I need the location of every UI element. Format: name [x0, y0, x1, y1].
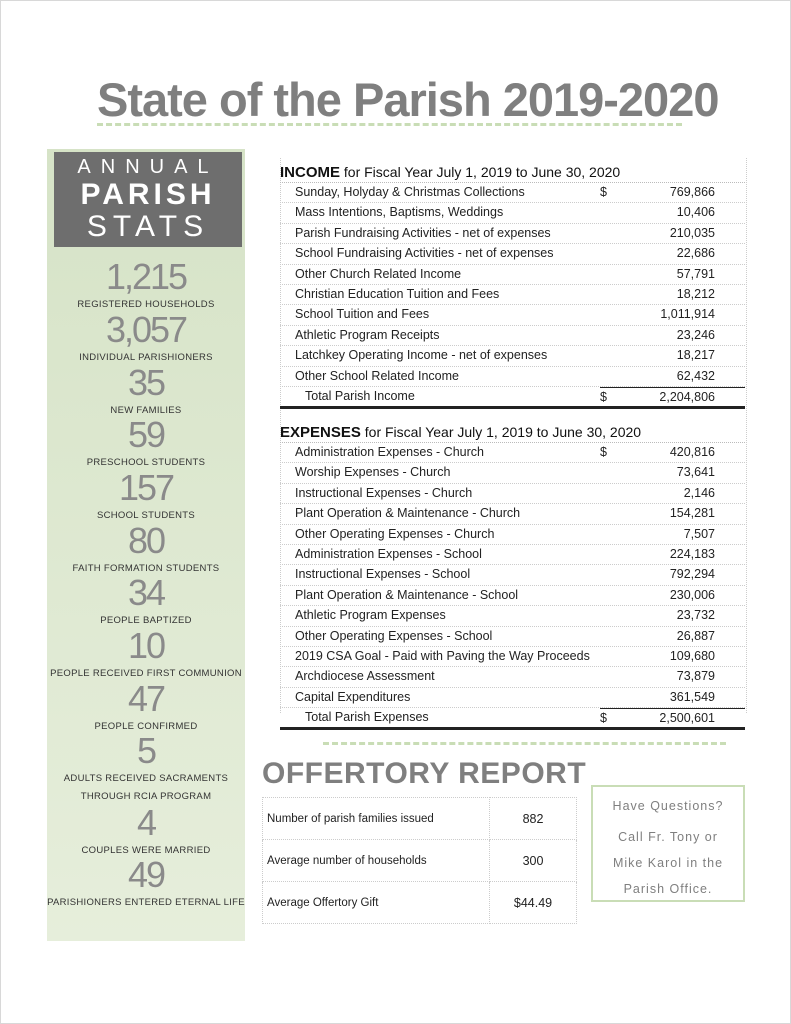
row-currency — [600, 667, 620, 686]
expense-row — [280, 606, 745, 626]
expense-row — [280, 565, 745, 585]
stats-header — [54, 152, 242, 247]
page-title: State of the Parish 2019-2020 — [97, 73, 719, 126]
expense-row — [280, 627, 745, 647]
row-currency — [600, 565, 620, 584]
questions-box — [591, 785, 745, 902]
stat-value: 4 — [136, 802, 156, 843]
row-amount: 224,183 — [669, 546, 715, 561]
row-desc: Plant Operation & Maintenance - School — [295, 587, 519, 602]
row-currency — [600, 367, 620, 386]
title-divider — [97, 123, 682, 126]
expense-row — [280, 667, 745, 687]
expense-row — [280, 525, 745, 545]
stat-label: REGISTERED HOUSEHOLDS — [77, 299, 215, 310]
row-desc: Athletic Program Receipts — [295, 327, 440, 342]
row-desc: School Fundraising Activities - net of expenses — [295, 246, 554, 261]
row-currency — [600, 545, 620, 564]
row-currency — [600, 265, 620, 284]
income-row — [280, 203, 745, 223]
row-desc: Mass Intentions, Baptisms, Weddings — [295, 205, 504, 220]
stat-item — [47, 469, 245, 525]
stat-value: 157 — [118, 467, 174, 508]
row-desc: Other School Related Income — [295, 368, 459, 383]
row-desc: Other Operating Expenses - School — [295, 628, 493, 643]
income-heading — [280, 160, 745, 183]
row-currency — [600, 586, 620, 605]
row-currency — [600, 285, 620, 304]
row-desc: Instructional Expenses - Church — [295, 485, 473, 500]
income-row — [280, 265, 745, 285]
stat-label-line2: THROUGH RCIA PROGRAM — [80, 791, 212, 802]
income-row — [280, 326, 745, 346]
questions-line3: Mike Karol in the — [612, 856, 724, 870]
stat-value: 1,215 — [105, 256, 187, 297]
offertory-divider — [323, 742, 726, 745]
offertory-label: Average number of households — [263, 840, 490, 882]
stat-label: PARISHIONERS ENTERED ETERNAL LIFE — [47, 897, 245, 908]
total-desc: Total Parish Expenses — [305, 710, 429, 725]
row-amount: 7,507 — [683, 526, 715, 541]
row-amount: 62,432 — [676, 368, 715, 383]
row-amount: 792,294 — [669, 567, 715, 582]
row-amount: 109,680 — [669, 648, 715, 663]
total-currency: $ — [600, 387, 620, 406]
income-row — [280, 183, 745, 203]
row-currency — [600, 504, 620, 523]
row-currency — [600, 326, 620, 345]
row-desc: Administration Expenses - Church — [295, 445, 484, 459]
stat-label: PEOPLE CONFIRMED — [94, 721, 198, 732]
stat-value: 5 — [136, 730, 156, 771]
stat-value: 10 — [127, 625, 165, 666]
stat-item — [47, 311, 245, 367]
income-row — [280, 224, 745, 244]
expense-row — [280, 545, 745, 565]
stat-value: 3,057 — [105, 309, 187, 350]
offertory-value: 300 — [490, 840, 577, 882]
expense-row — [280, 484, 745, 504]
offertory-row — [263, 798, 577, 840]
offertory-label: Number of parish families issued — [263, 798, 490, 840]
row-amount: 18,212 — [676, 286, 715, 301]
row-currency: $ — [600, 185, 607, 199]
row-currency — [600, 647, 620, 666]
row-amount: 420,816 — [669, 445, 715, 459]
stats-header-line2: PARISH — [80, 178, 216, 211]
row-currency — [600, 244, 620, 263]
row-desc: 2019 CSA Goal - Paid with Paving the Way Proceeds — [295, 648, 590, 663]
row-amount: 57,791 — [676, 266, 715, 281]
stat-item — [47, 856, 245, 912]
stat-item — [47, 364, 245, 420]
offertory-row — [263, 840, 577, 882]
stat-label: PEOPLE BAPTIZED — [100, 615, 192, 626]
offertory-table — [262, 797, 577, 924]
row-amount: 2,146 — [683, 485, 715, 500]
stats-header-line1: ANNUAL — [77, 156, 219, 178]
expense-row — [280, 586, 745, 606]
expenses-heading-bold: EXPENSES — [280, 424, 361, 441]
questions-heading: Have Questions? — [612, 799, 724, 813]
income-heading-rest: for Fiscal Year July 1, 2019 to June 30, 2020 — [340, 164, 621, 180]
total-desc: Total Parish Income — [305, 388, 415, 403]
offertory-title: OFFERTORY REPORT — [262, 757, 587, 790]
row-amount: 23,246 — [676, 327, 715, 342]
row-currency — [600, 224, 620, 243]
income-heading-bold: INCOME — [280, 164, 340, 181]
expense-row — [280, 504, 745, 524]
questions-line2: Call Fr. Tony or — [618, 830, 718, 844]
expenses-heading — [280, 420, 745, 443]
stat-item — [47, 522, 245, 578]
stat-item — [47, 804, 245, 860]
row-amount: 18,217 — [676, 348, 715, 363]
stat-label: COUPLES WERE MARRIED — [81, 845, 211, 856]
stat-item — [47, 732, 245, 806]
row-amount: 10,406 — [676, 205, 715, 220]
row-currency — [600, 525, 620, 544]
row-amount: 361,549 — [669, 689, 715, 704]
expenses-table — [280, 420, 745, 730]
stat-item — [47, 627, 245, 683]
offertory-label: Average Offertory Gift — [263, 882, 490, 924]
stat-item — [47, 574, 245, 630]
stat-value: 59 — [127, 414, 165, 455]
income-table — [280, 160, 745, 409]
stat-label: INDIVIDUAL PARISHIONERS — [79, 352, 213, 363]
income-total-row — [280, 387, 745, 409]
stat-label: ADULTS RECEIVED SACRAMENTS — [63, 773, 229, 784]
expense-row — [280, 463, 745, 483]
expenses-total-row — [280, 708, 745, 730]
row-amount: 769,866 — [669, 185, 715, 199]
row-amount: 22,686 — [676, 246, 715, 261]
row-desc: Administration Expenses - School — [295, 546, 482, 561]
stat-value: 80 — [127, 520, 165, 561]
expenses-heading-rest: for Fiscal Year July 1, 2019 to June 30, 2020 — [360, 424, 642, 440]
row-desc: Christian Education Tuition and Fees — [295, 286, 500, 301]
offertory-value: $44.49 — [490, 882, 577, 924]
row-currency — [600, 305, 620, 324]
income-row — [280, 285, 745, 305]
row-currency: $ — [600, 445, 607, 459]
row-desc: Worship Expenses - Church — [295, 465, 451, 480]
row-amount: 1,011,914 — [660, 307, 715, 322]
offertory-row — [263, 882, 577, 924]
row-currency — [600, 606, 620, 625]
stat-label: PEOPLE RECEIVED FIRST COMMUNION — [50, 668, 242, 679]
expense-row — [280, 443, 745, 463]
row-currency — [600, 203, 620, 222]
row-currency — [600, 627, 620, 646]
row-currency — [600, 688, 620, 707]
stat-item — [47, 680, 245, 736]
row-amount: 210,035 — [669, 225, 715, 240]
income-row — [280, 367, 745, 387]
stat-label: SCHOOL STUDENTS — [96, 510, 196, 521]
row-desc: Sunday, Holyday & Christmas Collections — [295, 185, 525, 199]
row-desc: Other Operating Expenses - Church — [295, 526, 495, 541]
stat-value: 34 — [127, 572, 165, 613]
total-amount: 2,204,806 — [620, 387, 745, 406]
expense-row — [280, 647, 745, 667]
stat-value: 49 — [127, 854, 165, 895]
row-desc: Capital Expenditures — [295, 689, 411, 704]
row-amount: 154,281 — [669, 506, 715, 521]
row-desc: Instructional Expenses - School — [295, 567, 471, 582]
stat-item — [47, 416, 245, 472]
stat-value: 35 — [127, 362, 165, 403]
income-row — [280, 346, 745, 366]
row-currency — [600, 484, 620, 503]
row-amount: 23,732 — [676, 608, 715, 623]
row-desc: Other Church Related Income — [295, 266, 462, 281]
row-desc: Archdiocese Assessment — [295, 669, 435, 684]
income-row — [280, 305, 745, 325]
row-currency — [600, 463, 620, 482]
row-amount: 26,887 — [676, 628, 715, 643]
row-amount: 230,006 — [669, 587, 715, 602]
income-row — [280, 244, 745, 264]
total-amount: 2,500,601 — [620, 708, 745, 727]
row-desc: Athletic Program Expenses — [295, 608, 446, 623]
stat-value: 47 — [127, 678, 165, 719]
row-desc: School Tuition and Fees — [295, 307, 430, 322]
stats-header-line3: STATS — [86, 210, 210, 243]
expense-row — [280, 688, 745, 708]
row-desc: Latchkey Operating Income - net of expenses — [295, 348, 548, 363]
stat-label: PRESCHOOL STUDENTS — [86, 457, 206, 468]
questions-line4: Parish Office. — [623, 882, 713, 896]
row-currency — [600, 346, 620, 365]
offertory-value: 882 — [490, 798, 577, 840]
row-desc: Parish Fundraising Activities - net of expenses — [295, 225, 551, 240]
stat-label: NEW FAMILIES — [110, 405, 182, 416]
stat-label: FAITH FORMATION STUDENTS — [72, 563, 220, 574]
row-desc: Plant Operation & Maintenance - Church — [295, 506, 521, 521]
total-currency: $ — [600, 708, 620, 727]
row-amount: 73,879 — [676, 669, 715, 684]
stat-item — [47, 258, 245, 314]
row-amount: 73,641 — [676, 465, 715, 480]
